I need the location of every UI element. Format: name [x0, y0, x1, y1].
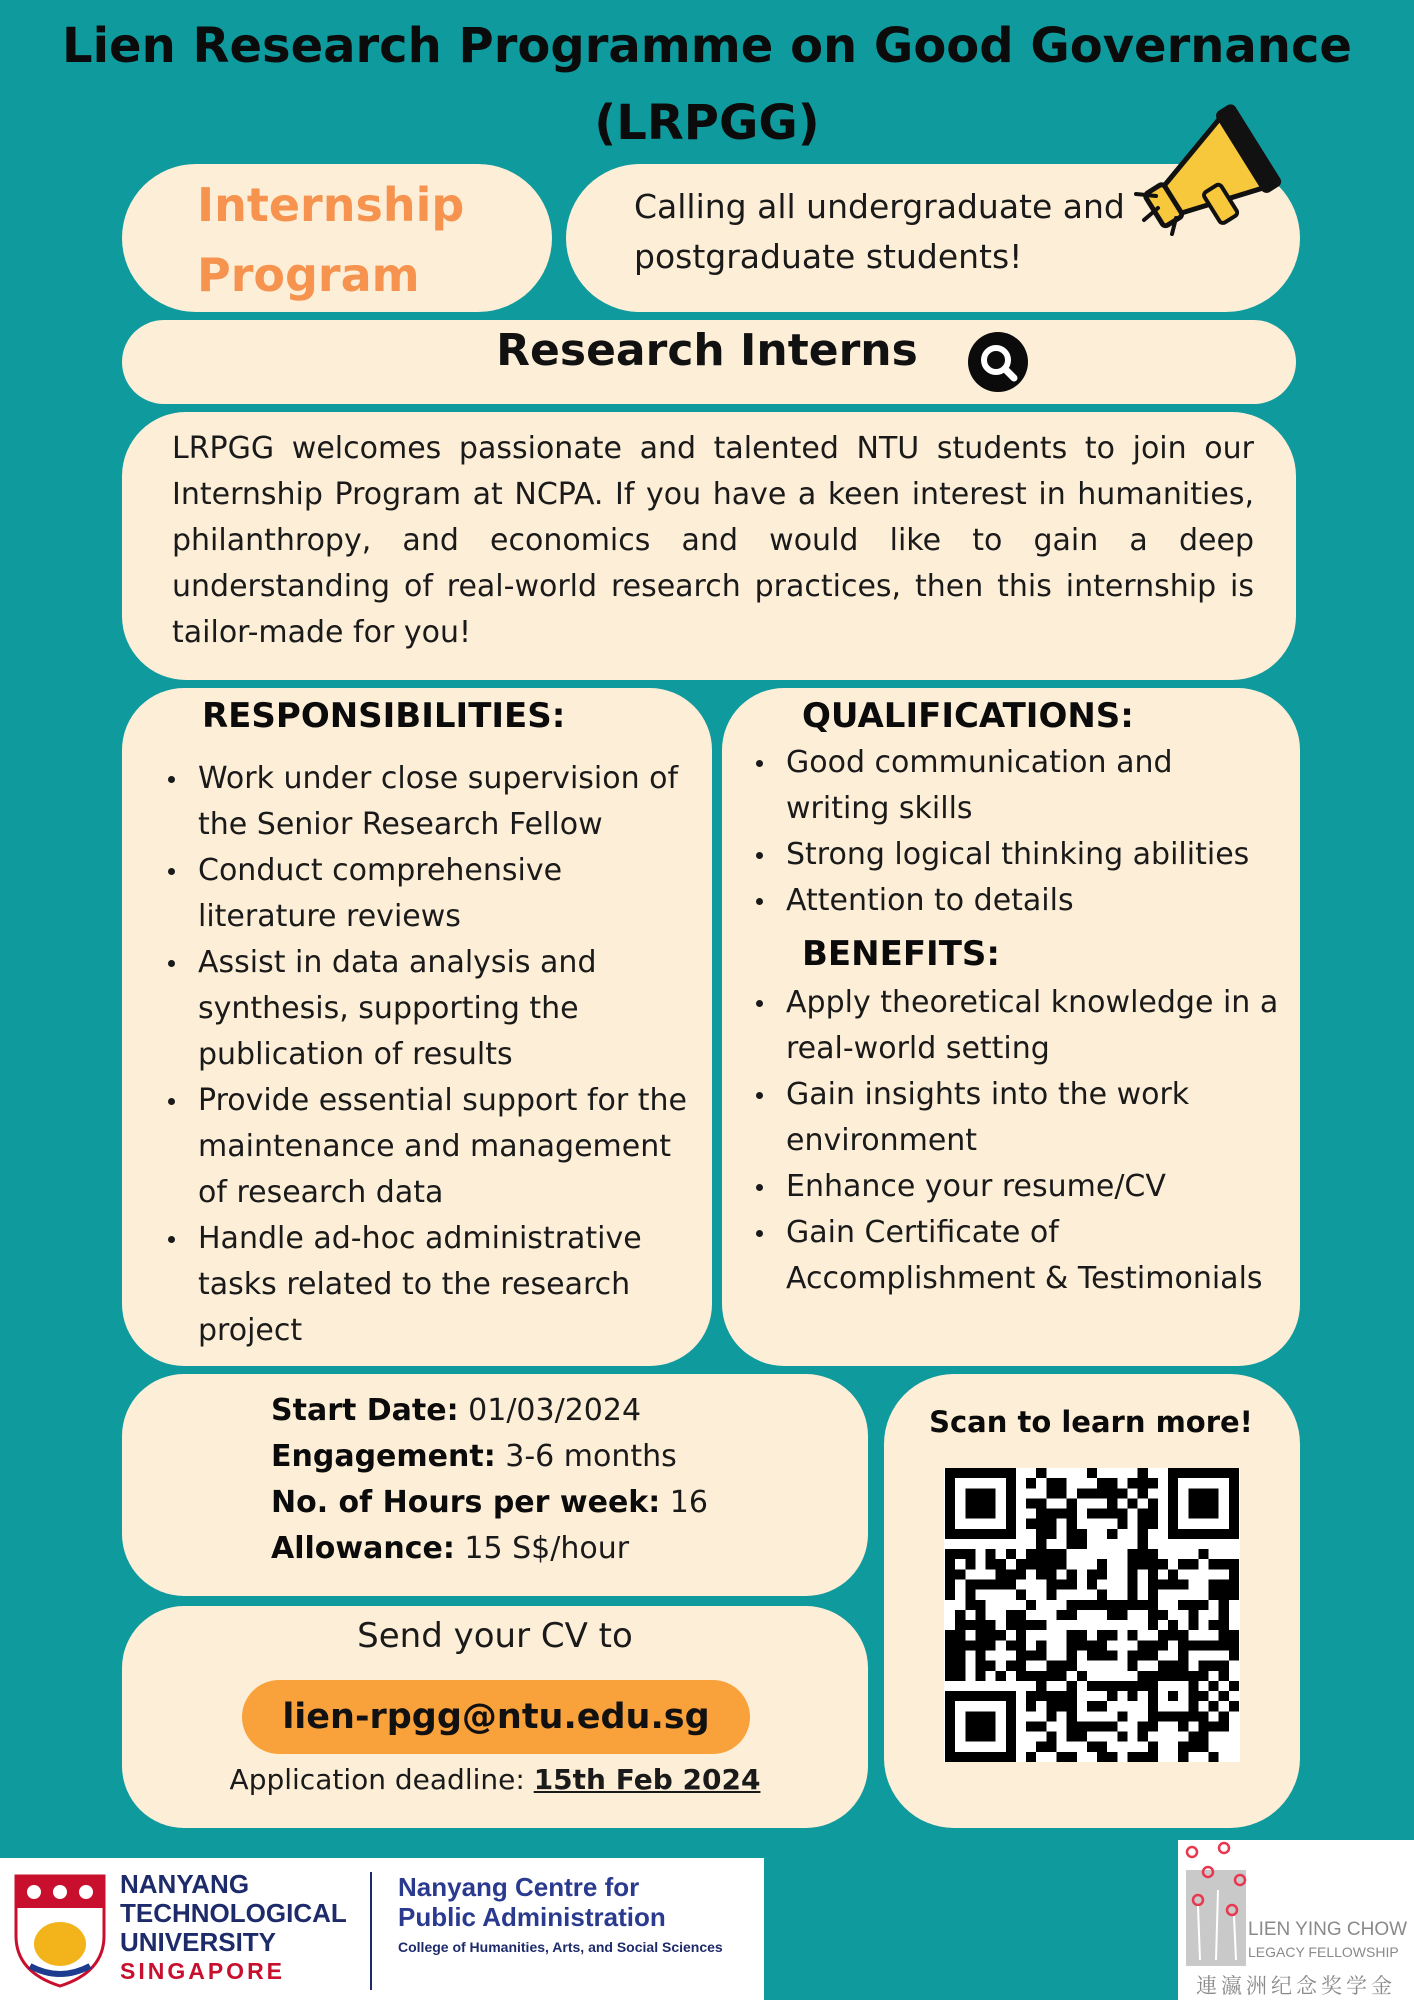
- list-item: Provide essential support for the maintenance and management of research data: [168, 1078, 688, 1216]
- list-item: Gain Certificate of Accomplishment & Testimonials: [756, 1210, 1280, 1302]
- intro-paragraph: LRPGG welcomes passionate and talented NTU students to join our Internship Program at NCPA. If you have a keen interest in humanities, philanthropy, and economics and would like to gain a deep understanding of real-world research practices, then this internship is tailor-made for you!: [172, 431, 1254, 650]
- hours-row: No. of Hours per week: 16: [271, 1485, 708, 1520]
- footer-divider: [370, 1872, 372, 1990]
- ntu-crest-logo: [12, 1872, 108, 1988]
- list-item: Conduct comprehensive literature reviews: [168, 848, 688, 940]
- qualifications-heading: QUALIFICATIONS:: [802, 696, 1134, 736]
- list-item: Handle ad-hoc administrative tasks related to the research project: [168, 1216, 688, 1354]
- benefits-list: [756, 980, 1280, 1302]
- qr-caption: Scan to learn more!: [929, 1405, 1253, 1439]
- ncpa-wordmark: Nanyang Centre for Public Administration College of Humanities, Arts, and Social Sciences: [398, 1872, 723, 1955]
- lien-fellowship-logo: [1178, 1840, 1414, 2000]
- allowance-row: Allowance: 15 S$/hour: [271, 1531, 630, 1566]
- list-item: Gain insights into the work environment: [756, 1072, 1280, 1164]
- list-item: Enhance your resume/CV: [756, 1164, 1280, 1210]
- email-link[interactable]: lien-rpgg@ntu.edu.sg: [242, 1680, 750, 1754]
- internship-program-label: Internship Program: [197, 178, 465, 302]
- lien-wordmark: LIEN YING CHOW LEGACY FELLOWSHIP: [1248, 1919, 1408, 1960]
- qr-code[interactable]: [944, 1468, 1240, 1762]
- engagement-row: Engagement: 3-6 months: [271, 1439, 677, 1474]
- list-item: Apply theoretical knowledge in a real-world setting: [756, 980, 1280, 1072]
- qualifications-list: [756, 740, 1280, 924]
- list-item: Good communication and writing skills: [756, 740, 1280, 832]
- list-item: Work under close supervision of the Senior Research Fellow: [168, 756, 688, 848]
- calling-students-text: Calling all undergraduate and postgraduate students!: [634, 187, 1125, 276]
- lien-chinese-wordmark: 連瀛洲纪念奖学金: [1196, 1974, 1396, 1998]
- research-interns-title: Research Interns: [496, 325, 918, 376]
- title-line-2: (LRPGG): [594, 95, 820, 151]
- responsibilities-list: [168, 756, 688, 1354]
- megaphone-icon: [1134, 98, 1304, 248]
- list-item: Strong logical thinking abilities: [756, 832, 1280, 878]
- benefits-heading: BENEFITS:: [802, 934, 1000, 974]
- start-date-row: Start Date: 01/03/2024: [271, 1393, 642, 1428]
- send-cv-text: Send your CV to: [357, 1616, 633, 1656]
- deadline-date: 15th Feb 2024: [533, 1763, 761, 1796]
- list-item: Assist in data analysis and synthesis, supporting the publication of results: [168, 940, 688, 1078]
- list-item: Attention to details: [756, 878, 1280, 924]
- responsibilities-heading: RESPONSIBILITIES:: [202, 696, 566, 736]
- footer-logos-ntu-ncpa: [0, 1858, 764, 2000]
- ntu-wordmark: NANYANG TECHNOLOGICAL UNIVERSITY SINGAPORE: [120, 1869, 347, 1984]
- internship-details: [271, 1388, 708, 1572]
- title-line-1: Lien Research Programme on Good Governance: [62, 18, 1352, 74]
- application-deadline: Application deadline: 15th Feb 2024: [229, 1763, 761, 1796]
- search-icon: [968, 332, 1028, 392]
